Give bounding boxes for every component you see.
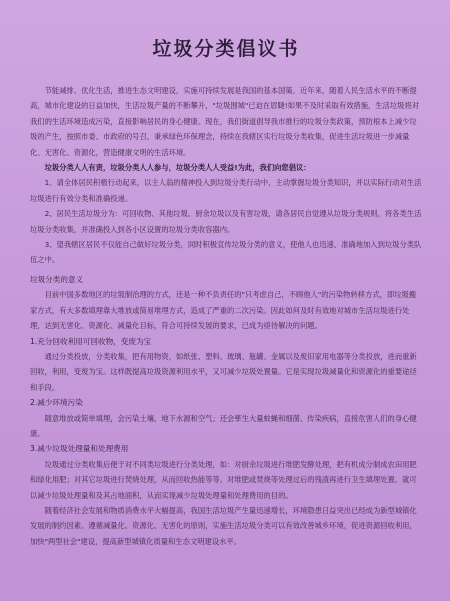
point-body-2: 随意堆放或简单填埋，会污染土壤、地下水源和空气；还会孳生大量蚊蝇和细菌、传染疾病，直接危害人们的身心健康。 [30, 413, 417, 438]
proposal-item-2: 2、居民生活垃圾分为：可回收物、其他垃圾、厨余垃圾以及有害垃圾，请各居民自觉遵从垃圾分类规则，将各类生活垃圾分类收集，并准确投入到各小区设置的垃圾分类收容器内。 [30, 209, 422, 234]
proposal-item-3: 3、望我辖区居民不仅能自己做好垃圾分类，同时积极宣传垃圾分类的意义，使他人也迅速、准确地加入到垃圾分类队伍之中。 [30, 240, 422, 265]
section-heading: 垃圾分类的意义 [30, 274, 84, 284]
slogan-line: 垃圾分类人人有责，垃圾分类人人参与，垃圾分类人人受益!为此，我们向您倡议： [44, 163, 311, 173]
section-intro: 目前中国多数地区的垃圾制治理的方式，还是一种不负责任的"只考虑自己，不顾他人"的污染物转移方式，即垃圾搬家方式，有大多数填埋靠大堆放或简易堆埋方式，造成了严重的二次污染。因此如何及时有效地对城市生活垃圾进行处理，达到无害化、资源化、减量化目标，符合可持续发展的要求，已成为亟待解决的问题。 [30, 290, 417, 331]
point-heading-3: 3.减少垃圾处理量和处理费用 [30, 444, 129, 454]
document-title: 垃圾分类倡议书 [152, 38, 300, 60]
closing-paragraph: 随着经济社会发展和物质消费水平大幅提高，我国生活垃圾产生量迅速增长，环境隐患日益突出已经成为新型城镇化发展的制约因素。遵循减量化、资源化、无害化的原则，实施生活垃圾分类可以有效改善城乡环境，促进资源回收利用，加快"两型社会"建设，提高新型城镇化质量和生态文明建设水平。 [30, 505, 417, 546]
proposal-item-1: 1、请全体居民积极行动起来，以主人翁的精神投入到垃圾分类行动中，主动掌握垃圾分类知识，并以实际行动对生活垃圾进行有效分类和准确投递。 [30, 178, 422, 203]
point-body-1: 通过分类投放，分类收集，把有用物资，如纸张、塑料、玻璃、瓶罐、金属以及废旧家用电器等分类投放，进而重新回收，利用，变废为宝。这样既提高垃圾资源利用水平，又可减少垃圾处置量。它是实现垃圾减量化和资源化的重要途径和手段。 [30, 351, 417, 392]
intro-paragraph: 节能减排、优化生活，推进生态文明建设，实施可持续发展是我国的基本国策。近年来，随着人民生活水平的不断提高，城市化建设的日益加快，生活垃圾产量的不断攀升，"垃圾围城"已迫在眉睫!如果不及时采取有效措施，生活垃圾将对我们的生活环境造成污染，直接影响居民的身心健康。现在，我们街道倡导我市推行的垃圾分类政策，预防根本上减少垃圾的产生，按照市委、市政府的号召，秉承绿色环保理念，持续在我辖区实行垃圾分类收集，促进生活垃圾进一步减量化、无害化、资源化，营造健康文明的生活环境。 [30, 86, 420, 157]
point-heading-1: 1.充分回收利用可回收物，变废为宝 [30, 336, 152, 346]
point-heading-2: 2.减少环境污染 [30, 398, 83, 408]
point-body-3: 垃圾通过分类收集后便于对不同类垃圾进行分类处理，如：对厨余垃圾进行堆肥发酵处理，把有机成分制成农田用肥和绿化用肥；对其它垃圾进行焚烧处理，从而回收热能等等。对堆肥或焚烧等处理过后的残渣再进行卫生填埋处置。就可以减少垃圾处理量和及其占地面积，从而实现减少垃圾处理量和处理费用的目的。 [30, 459, 417, 500]
